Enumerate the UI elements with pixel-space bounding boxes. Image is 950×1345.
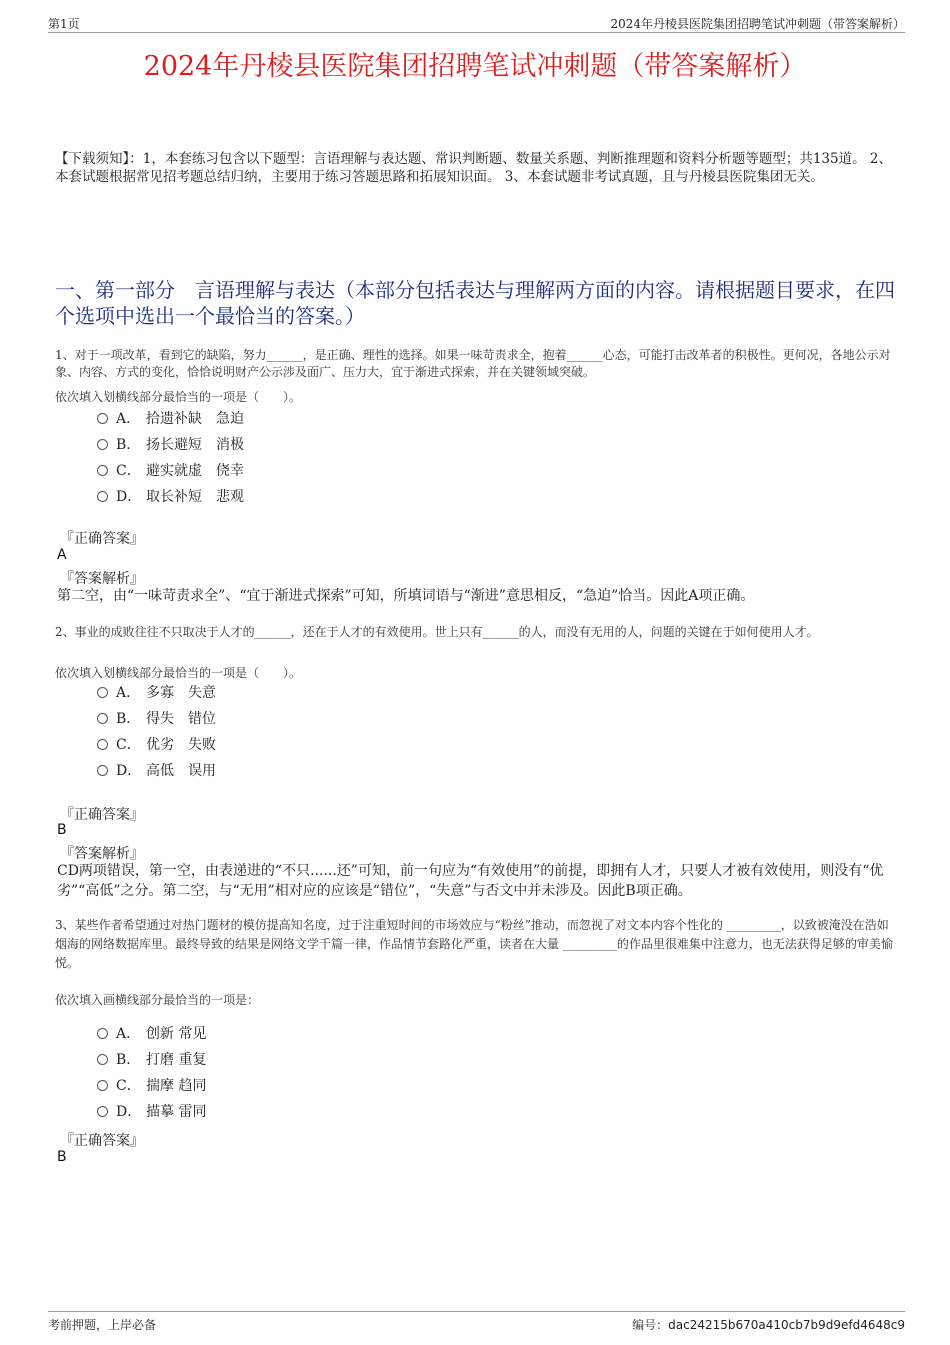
question-2-analysis: CD两项错误，第一空，由表递进的“不只......还”可知，前一句应为“有效使用”的前提，即拥有人才，只要人才被有效使用，则没有“优劣”“高低”之分。第二空，与“无用”相对应的应该是“错位”，“失意”与否文中并未涉及。因此B项正确。 (57, 863, 884, 899)
correct-answer-label: 『正确答案』 (60, 807, 144, 823)
question-2-answer: B (57, 822, 67, 838)
footer-code: 编号：dac24215b670a410cb7b9d9efd4648c9 (632, 1318, 905, 1332)
section-heading: 一、第一部分 言语理解与表达（本部分包括表达与理解两方面的内容。请根据题目要求，在四个选项中选出一个最恰当的答案。） (55, 278, 895, 328)
footer-slogan: 考前押题，上岸必备 (48, 1318, 157, 1332)
analysis-label: 『答案解析』 (60, 846, 144, 862)
question-1-instruction: 依次填入划横线部分最恰当的一项是（ ）。 (55, 390, 302, 404)
radio-icon[interactable] (97, 687, 108, 698)
option-b[interactable]: B． 打磨 重复 (97, 1047, 206, 1073)
radio-icon[interactable] (97, 765, 108, 776)
radio-icon[interactable] (97, 1054, 108, 1065)
page-number: 第1页 (48, 17, 80, 31)
option-d[interactable]: D． 取长补短 悲观 (97, 484, 244, 510)
question-1-answer: A (57, 547, 67, 563)
header-doc-title: 2024年丹棱县医院集团招聘笔试冲刺题（带答案解析） (610, 17, 905, 31)
radio-icon[interactable] (97, 439, 108, 450)
option-c[interactable]: C． 优劣 失败 (97, 732, 216, 758)
question-2-stem: 2、事业的成败往往不只取决于人才的______，还在于人才的有效使用。世上只有______的人，而没有无用的人，问题的关键在于如何使用人才。 (55, 625, 819, 639)
radio-icon[interactable] (97, 465, 108, 476)
question-3-stem: 3、某些作者希望通过对热门题材的模仿提高知名度，过于注重短时间的市场效应与“粉丝”推动，而忽视了对文本内容个性化的 _________，以致被淹没在浩如烟海的网络数据库里。最终导致的结果是网络文学千篇一律，作品情节套路化严重，读者在大量 _________的作品里很难集中注意力，也无法获得足够的审美愉悦。 (55, 918, 893, 970)
option-d[interactable]: D． 高低 误用 (97, 758, 216, 784)
download-notice: 【下载须知】：1，本套练习包含以下题型：言语理解与表达题、常识判断题、数量关系题、判断推理题和资料分析题等题型；共135道。 2、本套试题根据常见招考题总结归纳，主要用于练习答题思路和拓展知识面。 3、本套试题非考试真题，且与丹棱县医院集团无关。 (55, 151, 892, 185)
option-c[interactable]: C． 避实就虚 侥幸 (97, 458, 244, 484)
radio-icon[interactable] (97, 491, 108, 502)
document-title: 2024年丹棱县医院集团招聘笔试冲刺题（带答案解析） (143, 51, 807, 82)
radio-icon[interactable] (97, 1106, 108, 1117)
question-1-stem: 1、对于一项改革，看到它的缺陷，努力______，是正确、理性的选择。如果一味苛责求全，抱着______心态，可能打击改革者的积极性。更何况，各地公示对象、内容、方式的变化，恰恰说明财产公示涉及面广、压力大，宜于渐进式探索，并在关键领域突破。 (55, 348, 891, 379)
question-1-analysis: 第二空，由“一味苛责求全”、“宜于渐进式探索”可知，所填词语与“渐进”意思相反，“急迫”恰当。因此A项正确。 (57, 588, 755, 604)
correct-answer-label: 『正确答案』 (60, 1133, 144, 1149)
page-footer (48, 1311, 905, 1332)
option-d[interactable]: D． 描摹 雷同 (97, 1099, 206, 1125)
question-3-options (97, 1021, 206, 1125)
question-3-instruction: 依次填入画横线部分最恰当的一项是： (55, 993, 260, 1007)
question-2-instruction: 依次填入划横线部分最恰当的一项是（ ）。 (55, 666, 302, 680)
analysis-label: 『答案解析』 (60, 571, 144, 587)
option-a[interactable]: A． 拾遗补缺 急迫 (97, 406, 244, 432)
question-3-answer: B (57, 1149, 67, 1165)
question-2-options (97, 680, 216, 784)
option-b[interactable]: B． 扬长避短 消极 (97, 432, 244, 458)
radio-icon[interactable] (97, 1080, 108, 1091)
page-header (48, 14, 905, 33)
option-c[interactable]: C． 揣摩 趋同 (97, 1073, 206, 1099)
option-b[interactable]: B． 得失 错位 (97, 706, 216, 732)
radio-icon[interactable] (97, 739, 108, 750)
radio-icon[interactable] (97, 1028, 108, 1039)
question-1-options (97, 406, 244, 510)
radio-icon[interactable] (97, 413, 108, 424)
option-a[interactable]: A． 创新 常见 (97, 1021, 206, 1047)
option-a[interactable]: A． 多寡 失意 (97, 680, 216, 706)
radio-icon[interactable] (97, 713, 108, 724)
correct-answer-label: 『正确答案』 (60, 531, 144, 547)
